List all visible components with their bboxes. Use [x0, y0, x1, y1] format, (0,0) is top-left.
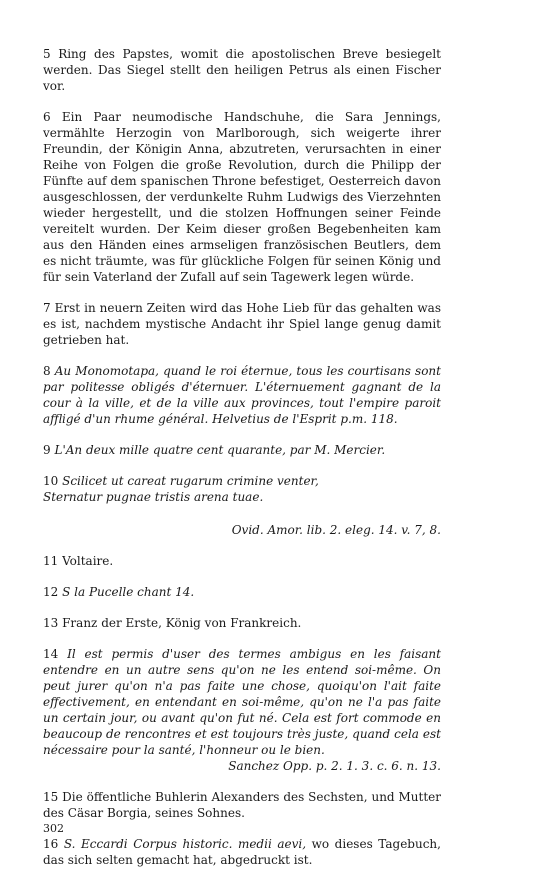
- footnote-number: 6: [43, 110, 51, 124]
- footnote-10: [43, 473, 441, 538]
- footnote-number: 9: [43, 443, 51, 457]
- footnote-text: wo dieses Tagebuch, das sich selten gemacht hat, abgedruckt ist.: [43, 837, 441, 867]
- footnote-5: [43, 46, 441, 94]
- footnote-number: 11: [43, 554, 59, 568]
- footnote-text: Ring des Papstes, womit die apostolischen Breve besiegelt werden. Das Siegel stellt den heiligen Petrus als einen Fischer vor.: [43, 47, 441, 93]
- footnote-number: 12: [43, 585, 59, 599]
- verse-line-2: Sternatur pugnae tristis arena tuae.: [43, 490, 264, 504]
- footnote-title: S. Eccardi Corpus historic. medii aevi,: [63, 837, 307, 851]
- footnote-number: 14: [43, 647, 59, 661]
- footnotes-block: [43, 46, 441, 868]
- footnote-number: 10: [43, 474, 59, 488]
- footnote-15: [43, 789, 441, 821]
- footnote-source: Sanchez Opp. p. 2. 1. 3. c. 6. n. 13.: [228, 759, 441, 773]
- footnote-text: L'An deux mille quatre cent quarante, par M. Mercier.: [54, 443, 386, 457]
- footnote-16: [43, 836, 441, 868]
- page-number: 302: [43, 822, 64, 835]
- footnote-text: Die öffentliche Buhlerin Alexanders des Sechsten, und Mutter des Cäsar Borgia, seines Sohnes.: [43, 790, 441, 820]
- footnote-text: Ein Paar neumodische Handschuhe, die Sara Jennings, vermählte Herzogin von Marlborough, sich weigerte ihrer Freundin, der Königin Anna, abzutreten, verursachten in einer Reihe von Folgen die große Revolution, durch die Philipp der Fünfte auf dem spanischen Throne befestiget, Oesterreich davon ausgeschlossen, der verdunkelte Ruhm Ludwigs des Vierzehnten wieder hergestellt, und die stolzen Hoffnungen seiner Feinde vereitelt wurden. Der Keim dieser großen Begebenheiten kam aus den Händen eines armseligen französischen Beutlers, dem es nicht träumte, was für glückliche Folgen für seinen König und für sein Vaterland der Zufall auf sein Tagewerk legen würde.: [43, 110, 441, 284]
- footnote-number: 5: [43, 47, 51, 61]
- footnote-6: [43, 109, 441, 285]
- footnote-text: Franz der Erste, König von Frankreich.: [62, 616, 302, 630]
- footnote-number: 15: [43, 790, 59, 804]
- footnote-text: Voltaire.: [62, 554, 114, 568]
- footnote-12: [43, 584, 441, 600]
- footnote-text: Erst in neuern Zeiten wird das Hohe Lieb für das gehalten was es ist, nachdem mystische Andacht ihr Spiel lange genug damit getrieben hat.: [43, 301, 441, 347]
- footnote-14: [43, 646, 441, 774]
- footnote-number: 16: [43, 837, 59, 851]
- verse-line-1: Scilicet ut careat rugarum crimine venter,: [62, 474, 319, 488]
- footnote-number: 8: [43, 364, 51, 378]
- footnote-7: [43, 300, 441, 348]
- footnote-11: [43, 553, 441, 569]
- footnote-8: [43, 363, 441, 427]
- footnote-text: Au Monomotapa, quand le roi éternue, tous les courtisans sont par politesse obligés d'éternuer. L'éternuement gagnant de la cour à la ville, et de la ville aux provinces, tout l'empire paroit affligé d'un rhume général. Helvetius de l'Esprit p.m. 118.: [43, 364, 441, 426]
- footnote-text: Il est permis d'user des termes ambigus en les faisant entendre en un autre sens qu'on ne les entend soi-même. On peut jurer qu'on n'a pas faite une chose, quoiqu'on l'ait faite effectivement, en entendant en soi-même, qu'on ne l'a pas faite un certain jour, ou avant qu'on fut né. Cela est fort commode en beaucoup de rencontres et est toujours très juste, quand cela est nécessaire pour la santé, l'honneur ou le bien.: [43, 647, 441, 757]
- footnote-9: [43, 442, 441, 458]
- footnote-source: Ovid. Amor. lib. 2. eleg. 14. v. 7, 8.: [231, 523, 441, 537]
- footnote-13: [43, 615, 441, 631]
- footnote-number: 13: [43, 616, 59, 630]
- footnote-number: 7: [43, 301, 51, 315]
- footnote-text: S la Pucelle chant 14.: [62, 585, 195, 599]
